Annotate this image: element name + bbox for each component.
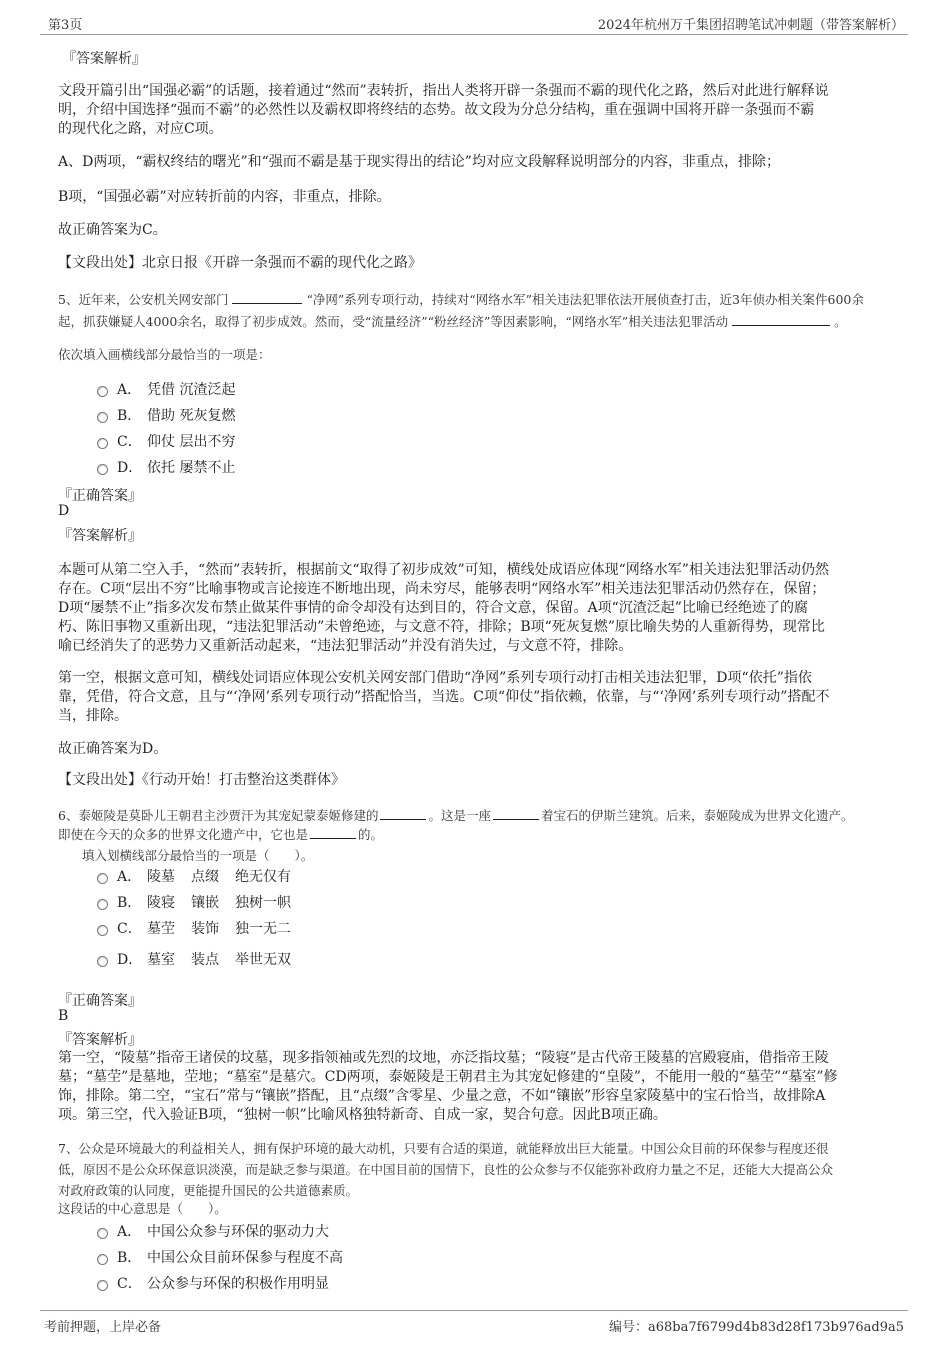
correct-answer: B [58, 1008, 69, 1024]
question-7-prompt: 这段话的中心意思是（ ）。 [58, 1201, 227, 1216]
radio-button-icon[interactable] [97, 1254, 108, 1265]
source-citation: 【文段出处】《行动开始！打击整治这类群体》 [58, 772, 345, 788]
analysis-text-line: 本题可从第二空入手，“然而”表转折，根据前文“取得了初步成效”可知，横线处成语应体现“网络水军”相关违法犯罪活动仍然 [58, 562, 829, 578]
radio-button-icon[interactable] [97, 1280, 108, 1291]
radio-button-icon[interactable] [97, 956, 108, 967]
page-header [40, 14, 908, 35]
analysis-text-line: 喻已经消失了的恶势力又重新活动起来，“违法犯罪活动”并没有消失过，与文意不符，排除。 [58, 638, 633, 654]
answer-blank [493, 807, 539, 820]
option-c[interactable]: C． 公众参与环保的积极作用明显 [97, 1273, 329, 1293]
page-number: 第3页 [48, 18, 83, 33]
radio-button-icon[interactable] [97, 873, 108, 884]
option-b[interactable]: B． 中国公众目前环保参与程度不高 [97, 1247, 343, 1267]
option-b[interactable]: B． 借助 死灰复燃 [97, 405, 235, 425]
footer-slogan: 考前押题，上岸必备 [44, 1320, 162, 1335]
question-6-stem: 6、泰姬陵是莫卧儿王朝君主沙贾汗为其宠妃蒙泰姬修建的 。这是一座 着宝石的伊斯兰建筑。后来，泰姬陵成为世界文化遗产。 [58, 808, 854, 823]
document-title: 2024年杭州万千集团招聘笔试冲刺题（带答案解析） [597, 18, 904, 33]
analysis-label: 『答案解析』 [58, 1032, 142, 1048]
radio-button-icon[interactable] [97, 1228, 108, 1239]
conclusion-text: 故正确答案为D。 [58, 741, 168, 757]
analysis-text-line: D项“屡禁不止”指多次发布禁止做某件事情的命令却没有达到目的，符合文意，保留。A项“沉渣泛起”比喻已经绝迹了的腐 [58, 600, 808, 616]
question-7-stem: 7、公众是环境最大的利益相关人，拥有保护环境的最大动机，只要有合适的渠道，就能释放出巨大能量。中国公众目前的环保参与程度还很 [58, 1141, 829, 1156]
analysis-text-line: 当，排除。 [58, 708, 128, 724]
analysis-text-line: 存在。C项“层出不穷”比喻事物或言论接连不断地出现，尚未穷尽，能够表明“网络水军”相关违法犯罪活动仍然存在，保留； [58, 581, 826, 597]
radio-button-icon[interactable] [97, 464, 108, 475]
option-c[interactable]: C． 仰仗 层出不穷 [97, 431, 235, 451]
analysis-label: 『答案解析』 [62, 51, 146, 67]
correct-answer: D [58, 503, 70, 519]
analysis-text-line: 的现代化之路，对应C项。 [58, 121, 223, 137]
analysis-text-line: 项。第三空，代入验证B项，“独树一帜”比喻风格独特新奇、自成一家，契合句意。因此B项正确。 [58, 1107, 667, 1123]
option-d[interactable]: D． 依托 屡禁不止 [97, 457, 235, 477]
analysis-text-line: 明，介绍中国选择“强而不霸”的必然性以及霸权即将终结的态势。故文段为分总分结构，重在强调中国将开辟一条强而不霸 [58, 102, 815, 118]
answer-blank [310, 826, 356, 839]
option-d[interactable]: D． 墓室 装点 举世无双 [97, 949, 291, 969]
analysis-text-line: 朽、陈旧事物又重新出现，“违法犯罪活动”未曾绝迹，与文意不符，排除；B项“死灰复燃”原比喻失势的人重新得势，现常比 [58, 619, 825, 635]
radio-button-icon[interactable] [97, 438, 108, 449]
question-5-stem-line2: 起，抓获嫌疑人4000余名，取得了初步成效。然而，受“流量经济”“粉丝经济”等因素影响，“网络水军”相关违法犯罪活动 。 [58, 314, 847, 329]
answer-blank [732, 313, 830, 326]
question-6-stem-line2: 即使在今天的众多的世界文化遗产中，它也是 的。 [58, 827, 384, 842]
analysis-text-line: 第一空，“陵墓”指帝王诸侯的坟墓，现多指领袖或先烈的坟地，亦泛指坟墓；“陵寝”是古代帝王陵墓的宫殿寝庙，借指帝王陵 [58, 1050, 829, 1066]
answer-blank [380, 807, 426, 820]
question-5-prompt: 依次填入画横线部分最恰当的一项是： [58, 347, 271, 362]
conclusion-text: 故正确答案为C。 [58, 222, 167, 238]
analysis-text-line: A、D两项，“霸权终结的曙光”和“强而不霸是基于现实得出的结论”均对应文段解释说明部分的内容，非重点，排除； [58, 154, 780, 170]
analysis-text-line: 文段开篇引出“国强必霸”的话题，接着通过“然而”表转折，指出人类将开辟一条强而不霸的现代化之路，然后对此进行解释说 [58, 83, 829, 99]
option-a[interactable]: A． 凭借 沉渣泛起 [97, 379, 235, 399]
analysis-text-line: 第一空，根据文意可知，横线处词语应体现公安机关网安部门借助“净网”系列专项行动打击相关违法犯罪，D项“依托”指依 [58, 670, 812, 686]
question-6-prompt: 填入划横线部分最恰当的一项是（ ）。 [82, 848, 314, 863]
radio-button-icon[interactable] [97, 412, 108, 423]
analysis-text-line: 靠，凭借，符合文意，且与“‘净网’系列专项行动”搭配恰当，当选。C项“仰仗”指依赖，依靠，与“‘净网’系列专项行动”搭配不 [58, 689, 830, 705]
option-c[interactable]: C． 墓茔 装饰 独一无二 [97, 918, 291, 938]
analysis-label: 『答案解析』 [58, 528, 142, 544]
radio-button-icon[interactable] [97, 899, 108, 910]
analysis-text-line: 墓；“墓茔”是墓地，茔地；“墓室”是墓穴。CD两项，泰姬陵是王朝君主为其宠妃修建的“皇陵”，不能用一般的“墓茔”“墓室”修 [58, 1069, 838, 1085]
option-b[interactable]: B． 陵寝 镶嵌 独树一帜 [97, 892, 291, 912]
question-7-stem-line3: 对政府政策的认同度，更能提升国民的公共道德素质。 [58, 1183, 359, 1198]
option-a[interactable]: A． 中国公众参与环保的驱动力大 [97, 1221, 329, 1241]
page-footer [40, 1310, 908, 1335]
radio-button-icon[interactable] [97, 386, 108, 397]
document-id: 编号：a68ba7f6799d4b83d28f173b976ad9a5 [609, 1320, 904, 1335]
radio-button-icon[interactable] [97, 925, 108, 936]
analysis-text-line: 饰，排除。第二空，“宝石”常与“镶嵌”搭配，且“点缀”含零星、少量之意，不如“镶嵌”形容皇家陵墓中的宝石恰当，故排除A [58, 1088, 826, 1104]
answer-blank [232, 291, 302, 304]
correct-answer-label: 『正确答案』 [58, 993, 142, 1009]
option-a[interactable]: A． 陵墓 点缀 绝无仅有 [97, 866, 291, 886]
correct-answer-label: 『正确答案』 [58, 488, 142, 504]
analysis-text-line: B项，“国强必霸”对应转折前的内容，非重点，排除。 [58, 189, 391, 205]
question-7-stem-line2: 低，原因不是公众环保意识淡漠，而是缺乏参与渠道。在中国目前的国情下，良性的公众参与不仅能弥补政府力量之不足，还能大大提高公众 [58, 1162, 834, 1177]
question-5-stem: 5、近年来，公安机关网安部门 “净网”系列专项行动，持续对“网络水军”相关违法犯罪依法开展侦查打击，近3年侦办相关案件600余 [58, 292, 864, 307]
source-citation: 【文段出处】北京日报《开辟一条强而不霸的现代化之路》 [58, 255, 422, 271]
